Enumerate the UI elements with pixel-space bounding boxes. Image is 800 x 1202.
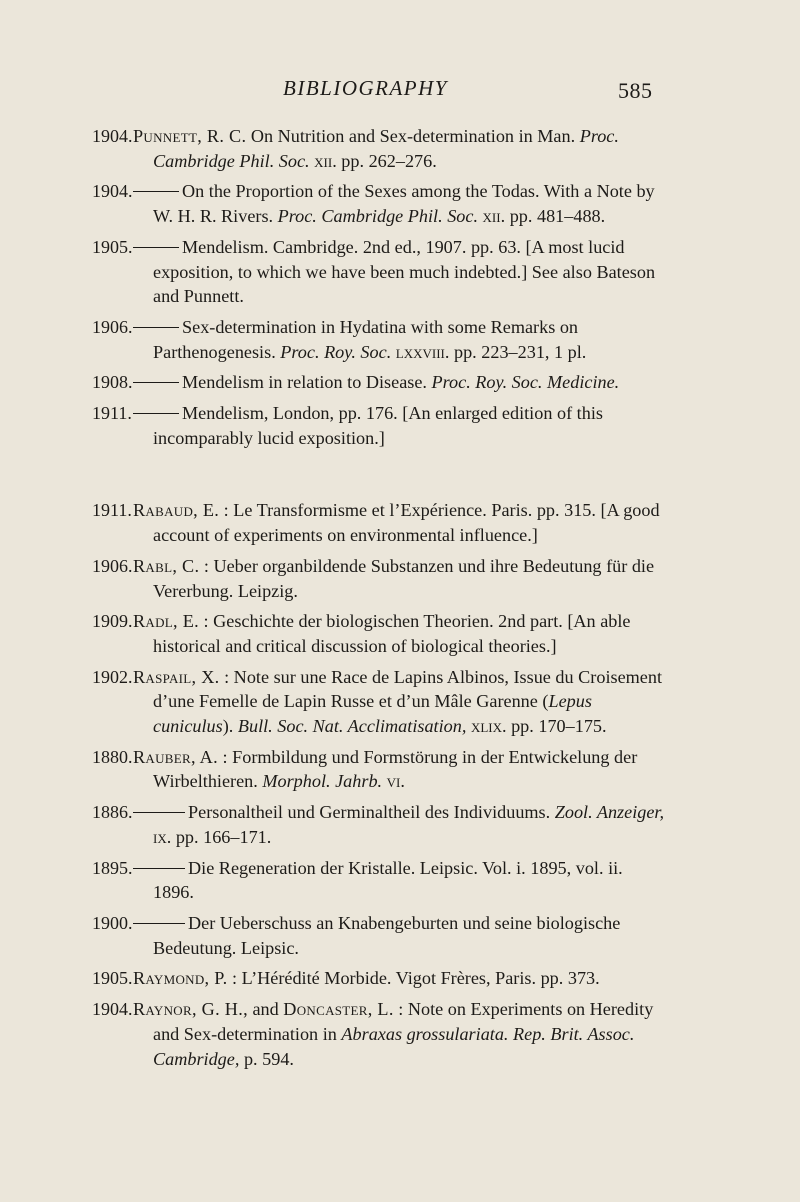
bibliography-entry bbox=[0, 554, 800, 603]
ditto-dash bbox=[133, 812, 185, 813]
bibliography-entry bbox=[0, 609, 800, 658]
bibliography-entry bbox=[0, 745, 800, 794]
entry-author: Rauber, A. bbox=[133, 746, 218, 767]
bibliography-entry bbox=[0, 235, 800, 309]
entry-journal: Proc. Cambridge Phil. Soc. bbox=[277, 206, 478, 227]
entry-author: Rabl, C. bbox=[133, 555, 200, 576]
bibliography-entry bbox=[0, 401, 800, 450]
entry-text bbox=[133, 745, 668, 794]
entry-text bbox=[133, 997, 668, 1071]
entry-species: Lepus cuniculus bbox=[153, 691, 592, 737]
entry-text-part: ). bbox=[222, 716, 238, 737]
entry-volume: lxxviii. bbox=[395, 341, 450, 362]
entry-title: Mendelism, London, pp. 176. [An enlarged edition of this incomparably lucid exposition.] bbox=[153, 403, 603, 448]
entry-title: On the Proportion of the Sexes among the Todas. With a Note by W. H. R. Rivers. bbox=[153, 181, 655, 227]
entry-year: 1909. bbox=[92, 611, 133, 632]
entry-title: : Formbildung und Formstörung in der Entwickelung der Wirbelthieren. bbox=[153, 746, 638, 792]
entry-title: : Note sur une Race de Lapins Albinos, Issue du Croisement d’une Femelle de Lapin Russe et d’un Mâle Garenne ( bbox=[153, 666, 663, 712]
entry-text bbox=[153, 235, 668, 309]
entry-journal: Abraxas grossulariata. Rep. Brit. Assoc. Cambridge, bbox=[153, 1023, 635, 1069]
entry-year: 1904. bbox=[92, 999, 133, 1020]
entry-text bbox=[153, 800, 668, 849]
entry-pages: pp. 262–276. bbox=[336, 150, 437, 171]
entry-title: Die Regeneration der Kristalle. Leipsic. Vol. i. 1895, vol. ii. 1896. bbox=[153, 857, 623, 903]
entry-journal: Bull. Soc. Nat. Acclimatisation, bbox=[237, 716, 467, 737]
bibliography-entry bbox=[0, 124, 800, 173]
entry-title: Personaltheil und Germinaltheil des Individuums. bbox=[188, 802, 555, 823]
bibliography-entry bbox=[0, 856, 800, 905]
entry-pages: pp. 166–171. bbox=[171, 826, 272, 847]
entry-year: 1911. bbox=[92, 403, 132, 424]
entry-text-part: and bbox=[247, 999, 284, 1020]
entry-title: Mendelism in relation to Disease. bbox=[182, 372, 432, 393]
entry-year: 1900. bbox=[92, 912, 133, 933]
entry-text bbox=[133, 966, 668, 991]
entry-journal: Proc. Roy. Soc. Medicine. bbox=[431, 372, 620, 393]
bibliography-entry bbox=[0, 498, 800, 547]
entry-year: 1880. bbox=[92, 746, 133, 767]
bibliography-entry bbox=[0, 665, 800, 739]
entry-pages: pp. 481–488. bbox=[505, 206, 606, 227]
entry-volume: ix. bbox=[153, 826, 172, 847]
entry-text bbox=[153, 179, 668, 228]
entry-title: On Nutrition and Sex-determination in Man. bbox=[246, 126, 580, 146]
entry-text bbox=[153, 856, 668, 905]
entry-volume: xii. bbox=[314, 150, 337, 171]
entry-title: Sex-determination in Hydatina with some Remarks on Parthenogenesis. bbox=[153, 316, 579, 362]
entry-text bbox=[153, 370, 668, 395]
entry-author: Raspail, X. bbox=[133, 666, 220, 687]
entry-text bbox=[133, 554, 668, 603]
running-title: BIBLIOGRAPHY bbox=[283, 76, 448, 100]
ditto-dash bbox=[133, 413, 179, 414]
bibliography-list bbox=[0, 124, 800, 1077]
entry-year: 1902. bbox=[92, 666, 133, 687]
bibliography-entry bbox=[0, 966, 800, 991]
entry-author: Raynor, G. H., bbox=[133, 999, 248, 1020]
entry-title: : Ueber organbildende Substanzen und ihre Bedeutung für die Vererbung. Leipzig. bbox=[153, 555, 655, 601]
ditto-dash bbox=[133, 327, 179, 328]
entry-text bbox=[133, 609, 668, 658]
entry-title: Mendelism. Cambridge. 2nd ed., 1907. pp. 63. [A most lucid exposition, to which we have been much indebted.] See also Bateson and Punnett. bbox=[153, 236, 656, 307]
entry-title: : L’Hérédité Morbide. Vigot Frères, Paris. pp. 373. bbox=[227, 968, 600, 989]
ditto-dash bbox=[133, 868, 185, 869]
entry-pages: p. 594. bbox=[239, 1048, 294, 1069]
ditto-dash bbox=[133, 191, 179, 192]
entry-year: 1904. bbox=[92, 181, 133, 202]
bibliography-entry bbox=[0, 800, 800, 849]
entry-author: Rabaud, E. bbox=[133, 500, 220, 521]
entry-year: 1904. bbox=[92, 126, 133, 146]
entry-text bbox=[153, 911, 668, 960]
entry-year: 1886. bbox=[92, 802, 133, 823]
entry-year: 1908. bbox=[92, 372, 133, 393]
entry-journal: Morphol. Jahrb. bbox=[262, 771, 383, 792]
page-number: 585 bbox=[618, 78, 653, 103]
entry-journal: Zool. Anzeiger, bbox=[554, 802, 665, 823]
entry-pages: pp. 170–175. bbox=[506, 716, 607, 737]
bibliography-entry bbox=[0, 315, 800, 364]
entry-text bbox=[133, 665, 668, 739]
entry-text bbox=[153, 401, 668, 450]
entry-volume: vi. bbox=[386, 771, 405, 792]
entry-title: Der Ueberschuss an Knabengeburten und seine biologische Bedeutung. Leipsic. bbox=[153, 912, 621, 958]
entry-text bbox=[133, 124, 668, 173]
bibliography-entry bbox=[0, 911, 800, 960]
entry-coauthor: Doncaster, L. bbox=[283, 999, 394, 1020]
entry-year: 1911. bbox=[92, 500, 132, 521]
entry-author: Radl, E. bbox=[133, 611, 199, 632]
entry-year: 1905. bbox=[92, 968, 133, 989]
entry-year: 1906. bbox=[92, 555, 133, 576]
entry-text bbox=[153, 315, 668, 364]
bibliography-entry bbox=[0, 370, 800, 395]
entry-year: 1905. bbox=[92, 236, 133, 257]
entry-author: Punnett, R. C. bbox=[133, 126, 247, 146]
entry-volume: xii. bbox=[482, 206, 506, 227]
running-head bbox=[0, 76, 800, 106]
entry-year: 1906. bbox=[92, 316, 133, 337]
entry-text bbox=[133, 498, 668, 547]
bibliography-entry bbox=[0, 179, 800, 228]
entry-title: : Geschichte der biologischen Theorien. 2nd part. [An able historical and critical discussion of biological theories.] bbox=[153, 611, 631, 656]
entry-pages: pp. 223–231, 1 pl. bbox=[449, 341, 587, 362]
ditto-dash bbox=[133, 923, 185, 924]
entry-volume: xlix. bbox=[470, 716, 507, 737]
ditto-dash bbox=[133, 247, 179, 248]
entry-journal: Proc. Roy. Soc. bbox=[280, 341, 392, 362]
entry-year: 1895. bbox=[92, 857, 133, 878]
entry-journal: Proc. Cambridge Phil. Soc. bbox=[153, 126, 619, 171]
entry-title: : Note on Experiments on Heredity and Sex-determination in bbox=[153, 999, 654, 1044]
entry-author: Raymond, P. bbox=[133, 968, 228, 989]
bibliography-entry bbox=[0, 997, 800, 1071]
ditto-dash bbox=[133, 382, 179, 383]
entry-title: : Le Transformisme et l’Expérience. Paris. pp. 315. [A good account of experiments on environmental influence.] bbox=[153, 500, 660, 546]
